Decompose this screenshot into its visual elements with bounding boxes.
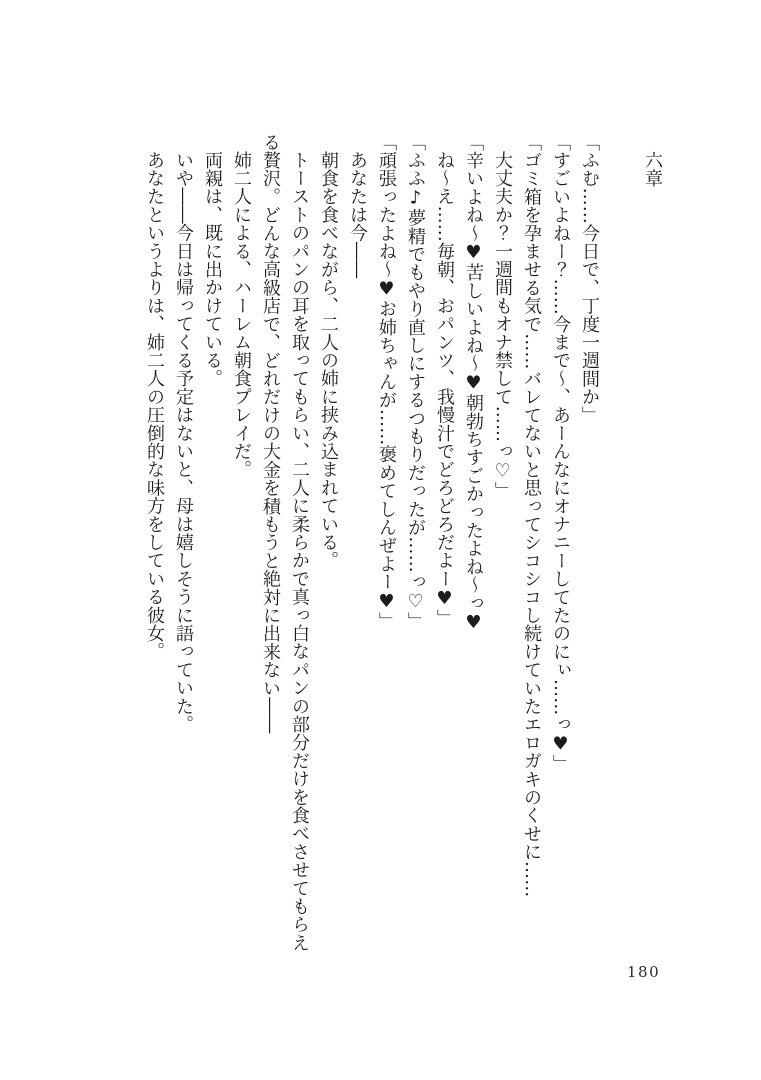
chapter-heading: 六章 xyxy=(642,151,663,188)
text-column-narration-4: 姉二人による、ハーレム朝食プレイだ。 xyxy=(231,151,252,479)
text-column-dialogue-3-continued: 大丈夫か？一週間もオナ禁して……っ♡」 xyxy=(492,151,513,500)
text-column-dialogue-5: 「ふふ♪夢精でもやり直しにするつもりだったが……っ♡」 xyxy=(405,133,426,631)
text-column-dialogue-6: 「頑張ったよね～♥お姉ちゃんが……褒めてしんぜよー♥」 xyxy=(376,133,397,631)
text-column-dialogue-3: 「ゴミ箱を孕ませる気で……バレてないと思ってシコシコし続けていたエロガキのくせに…… xyxy=(521,133,542,898)
text-column-narration-7: あなたというよりは、姉二人の圧倒的な味方をしている彼女。 xyxy=(144,151,165,661)
text-column-dialogue-2: 「すごいよねー？……今まで～、あーんなにオナニーしてたのにぃ……っ♥」 xyxy=(550,133,571,773)
text-column-narration-5: 両親は、既に出かけている。 xyxy=(202,151,223,388)
text-column-narration-3-continued: る贅沢。どんな高級店で、どれだけの大金を積もうと絶対に出来ない―― xyxy=(260,133,281,734)
text-column-narration-1: あなたは今―― xyxy=(347,151,368,279)
text-column-dialogue-4-continued: ね～え……毎朝、おパンツ、我慢汁でどろどろだよー♥」 xyxy=(434,151,455,628)
text-column-narration-2: 朝食を食べながら、二人の姉に挟み込まれている。 xyxy=(318,151,339,570)
text-column-narration-6: いや――今日は帰ってくる予定はないと、母は嬉しそうに語っていた。 xyxy=(173,151,194,734)
text-column-dialogue-1: 「ふむ……今日で、丁度一週間か」 xyxy=(579,133,600,425)
text-column-narration-3: トーストのパンの耳を取ってもらい、二人に柔らかで真っ白なパンの部分だけを食べさせてもらえ xyxy=(289,151,310,952)
text-column-dialogue-4: 「辛いよね～♥苦しいよね～♥朝勃ちすごかったよね～っ♥ xyxy=(463,133,484,634)
page-number: 180 xyxy=(627,963,661,981)
